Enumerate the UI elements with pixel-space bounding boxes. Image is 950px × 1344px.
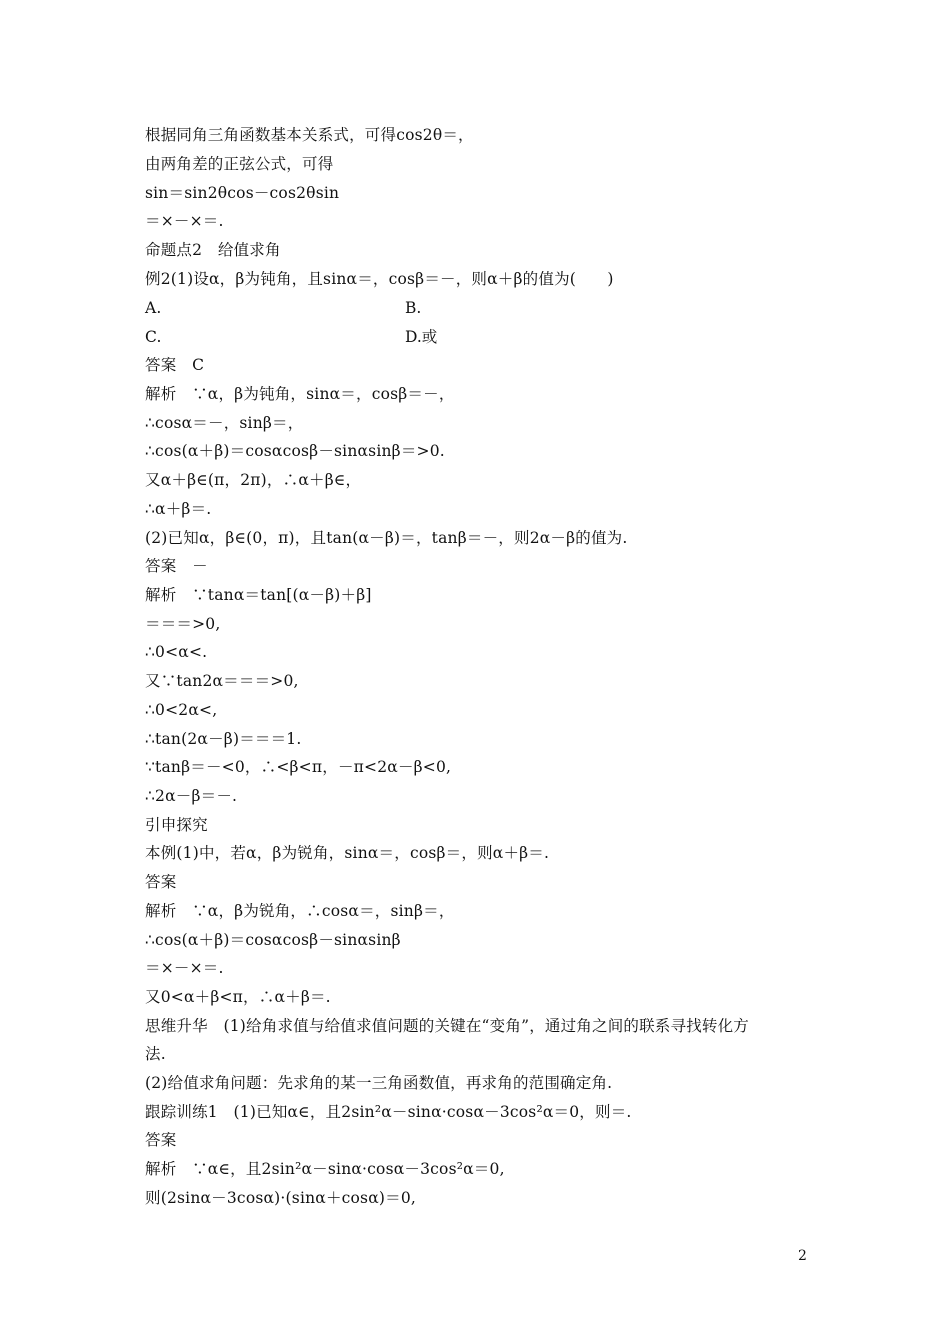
text-line: 又α＋β∈(π，2π)，∴α＋β∈， [145,471,362,489]
text-line: 解析 ∵α∈，且2sin²α－sinα·cosα－3cos²α＝0, [145,1160,505,1178]
answer-line: 答案 [145,1131,177,1149]
text-line: 法. [145,1045,166,1063]
text-line: 解析 ∵α，β为锐角，∴cosα＝，sinβ＝， [145,902,455,920]
text-line: ∵tanβ＝－<0，∴<β<π，－π<2α－β<0, [145,758,452,776]
option-b: B. [405,299,422,317]
text-line: 本例(1)中，若α，β为锐角，sinα＝，cosβ＝，则α＋β＝. [145,844,550,862]
text-line: ＝×－×＝. [145,212,224,230]
text-line: 根据同角三角函数基本关系式，可得cos2θ＝， [145,126,474,144]
text-line: (2)已知α，β∈(0，π)，且tan(α－β)＝，tanβ＝－，则2α－β的值为. [145,529,628,547]
answer-line: 答案 － [145,557,208,575]
page-number: 2 [798,1248,807,1264]
text-line: 由两角差的正弦公式，可得 [145,155,334,173]
example-question: 例2(1)设α，β为钝角，且sinα＝，cosβ＝－，则α＋β的值为( ) [145,270,614,288]
text-line: 又∵tan2α＝＝＝>0, [145,672,299,690]
text-line: ∴α＋β＝. [145,500,212,518]
text-line: (2)给值求角问题：先求角的某一三角函数值，再求角的范围确定角. [145,1074,613,1092]
text-line: sin＝sin2θcos－cos2θsin [145,184,340,202]
text-line: ∴tan(2α－β)＝＝＝1. [145,730,302,748]
option-d: D.或 [405,328,438,346]
text-line: 解析 ∵α，β为钝角，sinα＝，cosβ＝－， [145,385,455,403]
option-c: C. [145,328,162,346]
text-line: ∴2α－β＝－. [145,787,238,805]
text-line: ∴cos(α＋β)＝cosαcosβ－sinαsinβ＝>0. [145,442,445,460]
text-line: ∴0<α<. [145,643,208,661]
answer-line: 答案 [145,873,177,891]
text-line: 则(2sinα－3cosα)·(sinα＋cosα)＝0, [145,1189,417,1207]
text-line: 思维升华 (1)给角求值与给值求值问题的关键在“变角”，通过角之间的联系寻找转化方 [145,1017,750,1035]
text-line: 又0<α＋β<π，∴α＋β＝. [145,988,331,1006]
option-a: A. [145,299,162,317]
section-heading: 引申探究 [145,816,208,834]
section-heading: 命题点2 给值求角 [145,241,281,259]
text-line: ∴cos(α＋β)＝cosαcosβ－sinαsinβ [145,931,401,949]
answer-line: 答案 C [145,356,205,374]
text-line: 解析 ∵tanα＝tan[(α－β)＋β] [145,586,372,604]
text-line: ＝＝＝>0, [145,615,221,633]
text-line: 跟踪训练1 (1)已知α∈，且2sin²α－sinα·cosα－3cos²α＝0，则＝. [145,1103,632,1121]
text-line: ∴cosα＝－，sinβ＝， [145,414,304,432]
text-line: ＝×－×＝. [145,959,224,977]
text-line: ∴0<2α<, [145,701,218,719]
